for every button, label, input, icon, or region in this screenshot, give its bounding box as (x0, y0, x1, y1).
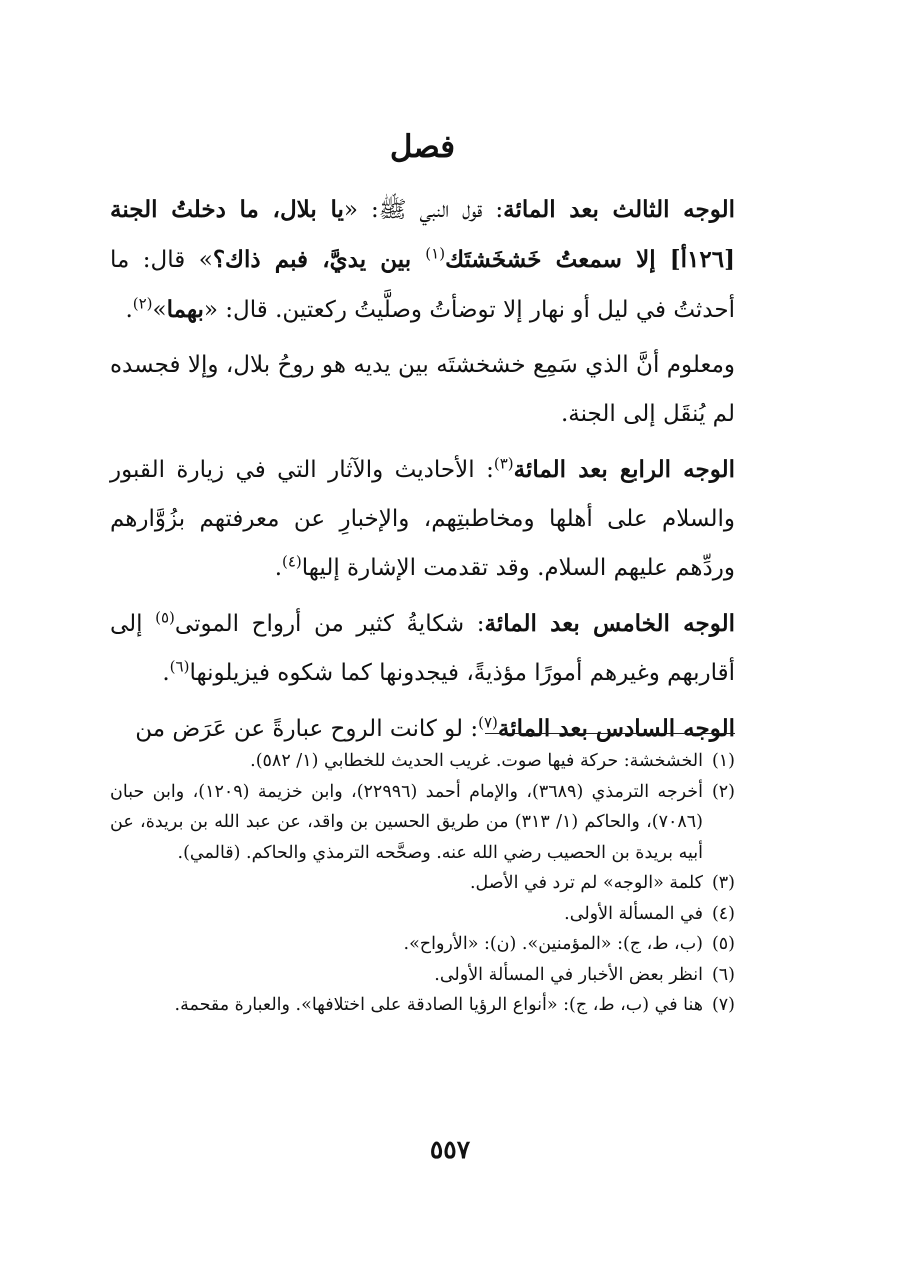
hadith-text: بين يديَّ، فبم ذاك؟ (212, 246, 426, 273)
footnotes (110, 746, 735, 1021)
paragraph-text: : قول النبي ﷺ: « (343, 197, 504, 223)
paragraph-text: . (274, 555, 282, 581)
footnote-4 (110, 899, 735, 930)
paragraph-heading: الوجه الرابع بعد المائة (513, 456, 736, 483)
footnote-7 (110, 990, 735, 1021)
footnote-text: هنا في (ب، ط، ج): «أنواع الرؤيا الصادقة على اختلافها». والعبارة مقحمة. (174, 995, 703, 1015)
paragraph-text: » قال: ما أحدثتُ في ليل أو نهار إلا توضأتُ وصلَّيتُ ركعتين. قال: « (110, 247, 735, 323)
footnote-number: (٢) (711, 781, 735, 802)
paragraph-heading: الوجه الخامس بعد المائة (484, 610, 735, 637)
paragraph-heading: الوجه السادس بعد المائة (497, 715, 735, 742)
paragraph-105 (110, 599, 735, 698)
page-number: ٥٥٧ (429, 1135, 471, 1164)
paragraph-text: ومعلوم أنَّ الذي سَمِع خشخشتَه بين يديه هو روحُ بلال، وإلا فجسده لم يُنقَل إلى الجنة. (110, 352, 735, 427)
footnote-1 (110, 746, 735, 777)
footnote-ref[interactable]: (٣) (493, 454, 514, 473)
paragraph-text: : شكايةُ كثير من أرواح الموتى (174, 611, 485, 637)
paragraph-text: إلى أقاربهم وغيرهم أمورًا مؤذيةً، فيجدونها كما شكوه فيزيلونها (110, 611, 735, 686)
footnote-6 (110, 960, 735, 991)
paragraph-heading: الوجه الثالث بعد المائة (503, 196, 735, 223)
footnote-2 (110, 777, 735, 869)
paragraph-text: . (125, 297, 133, 323)
footnote-3 (110, 868, 735, 899)
footnote-ref[interactable]: (١) (425, 244, 446, 263)
main-text (110, 115, 735, 760)
footnote-number: (٧) (711, 995, 735, 1015)
hadith-text: يا بلال، ما دخلتُ الجنة [١٢٦أ] إلا سمعتُ خَشخَشتَك (110, 196, 735, 273)
footnote-ref[interactable]: (٤) (282, 552, 302, 571)
footnote-text: (ب، ط، ج): «المؤمنين». (ن): «الأرواح». (403, 934, 703, 954)
hadith-text: بهما (166, 296, 204, 323)
footnote-number: (١) (711, 751, 735, 771)
footnote-ref[interactable]: (٦) (169, 657, 190, 676)
footnote-number: (٣) (711, 873, 735, 893)
footnote-ref[interactable]: (٥) (155, 608, 175, 627)
footnote-number: (٥) (711, 934, 735, 954)
footnote-separator (485, 733, 735, 734)
footnote-number: (٤) (711, 903, 735, 924)
paragraph-103 (110, 185, 735, 335)
paragraph-commentary (110, 341, 735, 439)
footnote-ref[interactable]: (٧) (478, 713, 498, 732)
footnote-text: أخرجه الترمذي (٣٦٨٩)، والإمام أحمد (٢٢٩٩٦)، وابن خزيمة (١٢٠٩)، وابن حبان (٧٠٨٦)، والحاكم (١/ ٣١٣) من طريق الحسين بن واقد، عن عبد الله بن بريدة، عن أبيه بريدة بن الحصيب رضي الله عنه. وصحَّحه الترمذي والحاكم. (قالمي). (110, 781, 703, 863)
paragraph-text: . (162, 660, 170, 686)
paragraph-text: : الأحاديث والآثار التي في زيارة القبور والسلام على أهلها ومخاطبتِهم، والإخبارِ عن معرفتهم بزُوَّارهم وردِّهم عليهم السلام. وقد تقدمت الإشارة إليها (110, 457, 735, 581)
paragraph-text: : لو كانت الروح عبارةً عن عَرَض من (135, 716, 479, 742)
footnote-ref[interactable]: (٢) (132, 294, 153, 313)
section-title: فصل (389, 129, 456, 165)
footnote-5 (110, 929, 735, 960)
paragraph-text: » (152, 297, 167, 323)
footnote-text: الخشخشة: حركة فيها صوت. غريب الحديث للخطابي (١/ ٥٨٢). (250, 751, 703, 771)
footnote-text: انظر بعض الأخبار في المسألة الأولى. (434, 964, 703, 985)
footnote-number: (٦) (711, 964, 735, 985)
footnote-text: كلمة «الوجه» لم ترد في الأصل. (469, 873, 703, 893)
paragraph-104 (110, 445, 735, 593)
footnote-text: في المسألة الأولى. (564, 903, 703, 924)
